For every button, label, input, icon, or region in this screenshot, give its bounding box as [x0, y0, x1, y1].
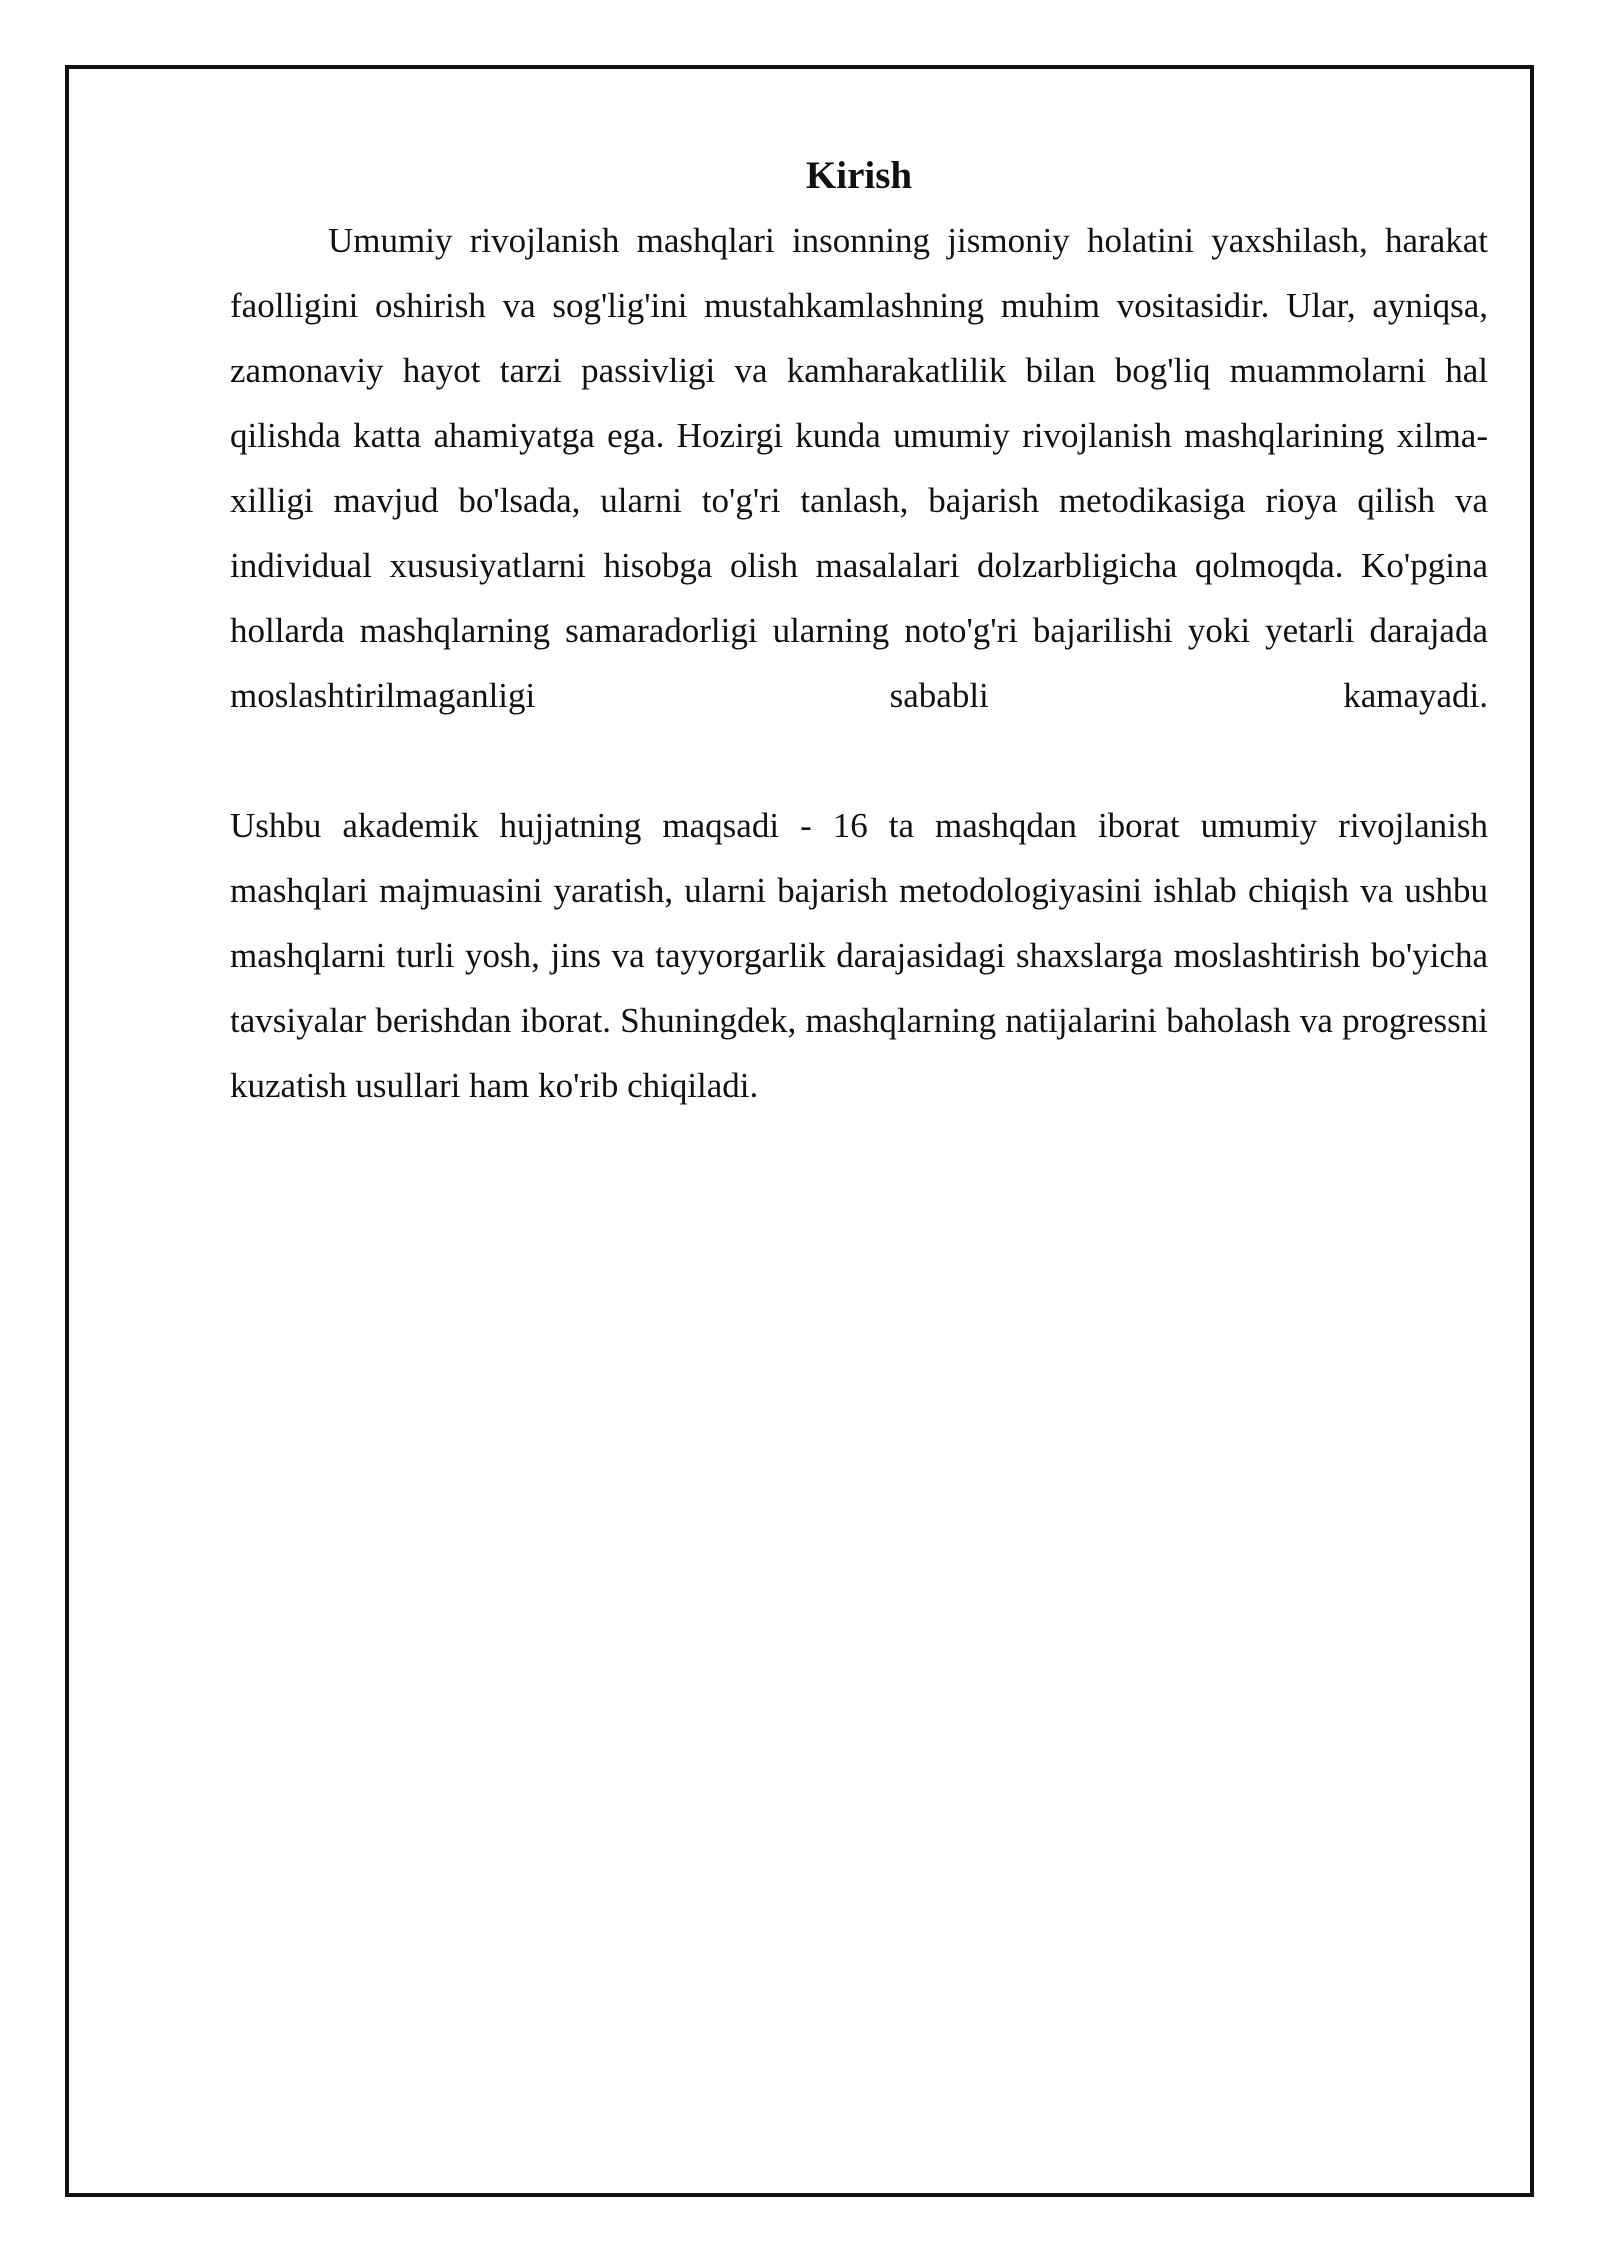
paragraph-intro: Umumiy rivojlanish mashqlari insonning jismoniy holatini yaxshilash, harakat faolligini oshirish va sog'lig'ini mustahkamlashning muhim vositasidir. Ular, ayniqsa, zamonaviy hayot tarzi passivligi va kamharakatlilik bilan bog'liq muammolarni hal qilishda katta ahamiyatga ega. Hozirgi kunda umumiy rivojlanish mashqlarining xilma-xilligi mavjud bo'lsada, ularni to'g'ri tanlash, bajarish metodikasiga rioya qilish va individual xususiyatlarni hisobga olish masalalari dolzarbligicha qolmoqda. Ko'pgina hollarda mashqlarning samaradorligi ularning noto'g'ri bajarilishi yoki yetarli darajada moslashtirilmaganligi sababli kamayadi.	[230, 221, 1488, 715]
paragraph-spacer	[230, 728, 1488, 793]
document-body	[230, 150, 1488, 1118]
document-title: Kirish	[805, 154, 913, 197]
paragraph-purpose: Ushbu akademik hujjatning maqsadi - 16 ta mashqdan iborat umumiy rivojlanish mashqlari majmuasini yaratish, ularni bajarish metodologiyasini ishlab chiqish va ushbu mashqlarni turli yosh, jins va tayyorgarlik darajasidagi shaxslarga moslashtirish bo'yicha tavsiyalar berishdan iborat. Shuningdek, mashqlarning natijalarini baholash va progressni kuzatish usullari ham ko'rib chiqiladi.	[230, 806, 1488, 1105]
